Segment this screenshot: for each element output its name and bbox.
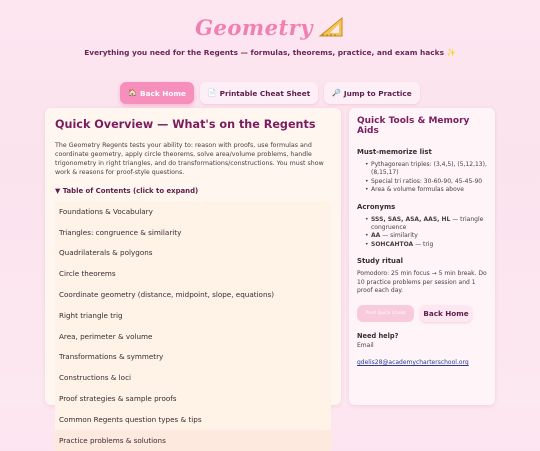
acronyms-list bbox=[357, 216, 487, 250]
nav-tabs bbox=[0, 82, 540, 104]
must-memorize-heading: Must-memorize list bbox=[357, 148, 432, 156]
toc-item-triangles[interactable]: Triangles: congruence & similarity bbox=[59, 227, 182, 237]
toc-toggle[interactable]: ▼ Table of Contents (click to expand) bbox=[55, 187, 199, 195]
tab-printable-cheat-sheet[interactable] bbox=[200, 82, 318, 104]
acronym-term: SOHCAHTOA bbox=[371, 240, 414, 248]
tools-card bbox=[349, 108, 495, 405]
document-icon: 📄 bbox=[207, 89, 217, 97]
help-heading: Need help? bbox=[357, 332, 399, 341]
toc-item-quadrilaterals[interactable]: Quadrilaterals & polygons bbox=[59, 248, 153, 258]
page-header bbox=[0, 0, 540, 70]
email-label: Email bbox=[357, 342, 374, 350]
overview-intro: The Geometry Regents tests your ability to: reason with proofs, use formulas and coordinate geometry, apply circle theorems, solve area/volume problems, handle trigonometry in right triangles, and do transformations/constructions. You must show work & reasons for proof-style questions. bbox=[55, 142, 324, 176]
list-item: • Area & volume formulas above bbox=[365, 186, 487, 194]
back-home-button[interactable]: Back Home bbox=[420, 305, 472, 322]
must-memorize-list bbox=[357, 161, 487, 195]
acronyms-heading: Acronyms bbox=[357, 202, 396, 211]
list-item: • Pythagorean triples: (3,4,5), (5,12,13), (8,15,17) bbox=[365, 161, 487, 178]
logo-row bbox=[0, 12, 540, 42]
toc-item-right-triangle-trig[interactable]: Right triangle trig bbox=[59, 310, 123, 320]
toc-item-area-volume[interactable]: Area, perimeter & volume bbox=[59, 331, 153, 341]
acronym-meaning: — similarity bbox=[380, 232, 418, 240]
search-icon: 🔎 bbox=[332, 89, 341, 97]
study-ritual-heading: Study ritual bbox=[357, 257, 403, 266]
toc-item-question-types[interactable]: Common Regents question types & tips bbox=[59, 414, 202, 424]
tab-label: Jump to Practice bbox=[343, 88, 412, 98]
toc-item-proof-strategies[interactable]: Proof strategies & sample proofs bbox=[59, 394, 177, 404]
triangle-ruler-icon bbox=[317, 15, 345, 39]
tools-buttons bbox=[357, 305, 487, 322]
list-item: • Special tri ratios: 30-60-90, 45-45-90 bbox=[365, 178, 487, 186]
toc-list bbox=[55, 201, 331, 451]
acronym-meaning: — triangle congruence bbox=[371, 215, 484, 232]
acronym-meaning: — trig bbox=[413, 240, 434, 248]
site-logo[interactable]: Geometry bbox=[195, 14, 313, 40]
tab-label: Printable Cheat Sheet bbox=[219, 88, 311, 98]
acronym-term: SSS, SAS, ASA, AAS, HL bbox=[371, 215, 451, 223]
toc-item-constructions[interactable]: Constructions & loci bbox=[59, 373, 132, 383]
toc-item-circle-theorems[interactable]: Circle theorems bbox=[59, 269, 116, 279]
home-icon: 🏠 bbox=[128, 89, 138, 97]
toc-item-transformations[interactable]: Transformations & symmetry bbox=[59, 352, 164, 362]
acronym-term: AA bbox=[371, 232, 381, 240]
list-item bbox=[365, 241, 487, 249]
toc-item-coordinate-geometry[interactable]: Coordinate geometry (distance, midpoint, slope, equations) bbox=[59, 290, 275, 300]
tagline: Everything you need for the Regents — formulas, theorems, practice, and exam hacks ✨ bbox=[84, 48, 456, 57]
email-link[interactable]: gdelis28@academycharterschool.org bbox=[357, 359, 469, 367]
toc-item-practice[interactable]: Practice problems & solutions bbox=[55, 430, 331, 451]
tab-back-home[interactable] bbox=[120, 82, 194, 104]
tab-label: Back Home bbox=[140, 88, 186, 98]
list-item bbox=[365, 216, 487, 233]
print-quick-cheat-button[interactable]: Print Quick Cheat bbox=[357, 305, 414, 322]
study-ritual-text: Pomodoro: 25 min focus → 5 min break. Do 10 practice problems per session and 1 proof each day. bbox=[357, 270, 487, 295]
overview-title: Quick Overview — What's on the Regents bbox=[55, 118, 316, 131]
overview-card bbox=[45, 108, 341, 445]
toc-item-foundations[interactable]: Foundations & Vocabulary bbox=[59, 206, 153, 216]
list-item bbox=[365, 232, 487, 240]
tools-title: Quick Tools & Memory Aids bbox=[357, 116, 470, 136]
tab-jump-to-practice[interactable] bbox=[324, 82, 420, 104]
